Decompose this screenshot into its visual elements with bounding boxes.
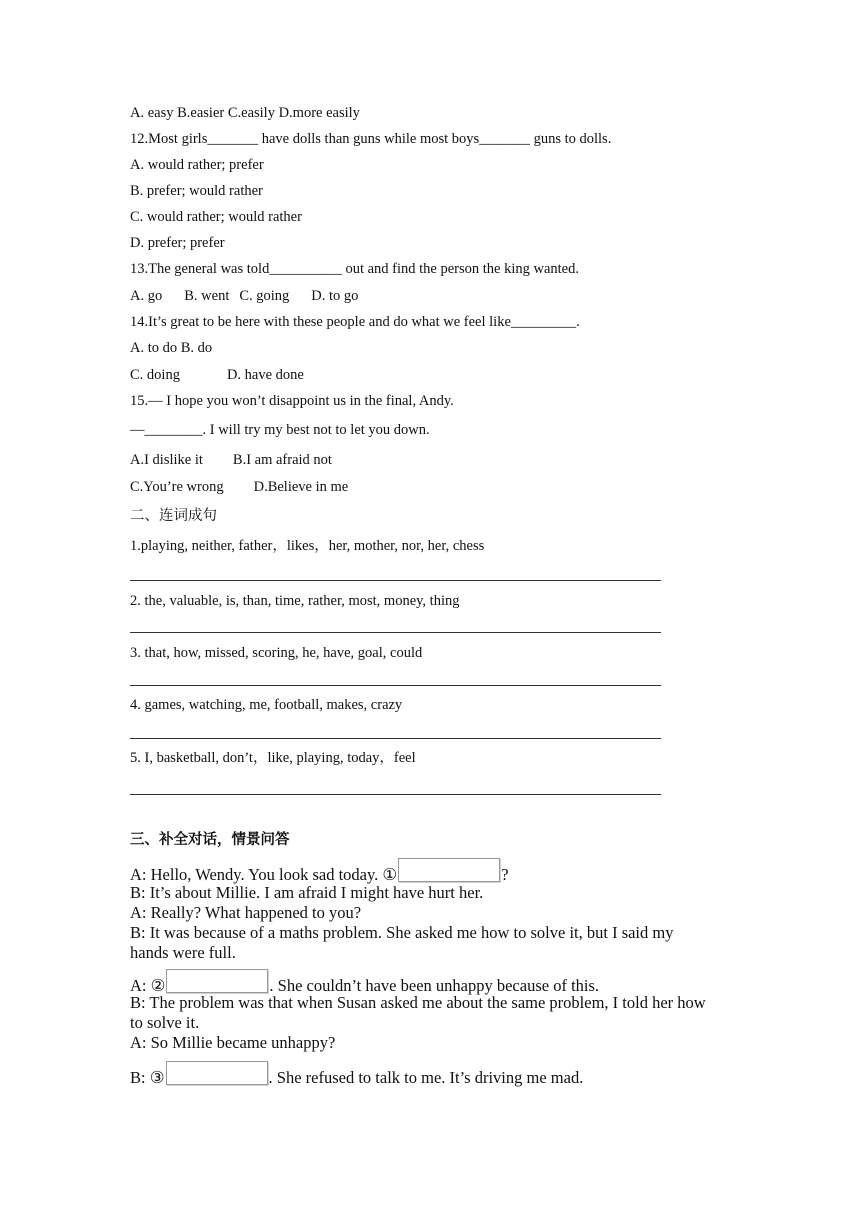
section-2-title: 二、连词成句 xyxy=(130,508,217,524)
q15-reply: —________. I will try my best not to let you down. xyxy=(130,422,430,438)
dialog-line-3: A: Really? What happened to you? xyxy=(130,903,362,922)
q14-options-cd xyxy=(130,366,304,384)
sentence-item-5: 5. I, basketball, don’t，like, playing, today，feel xyxy=(130,750,416,766)
q14-option-d: D. have done xyxy=(226,367,304,383)
q12-option-b: B. prefer; would rather xyxy=(130,183,263,199)
sentence-item-1: 1.playing, neither, father，likes，her, mother, nor, her, chess xyxy=(130,538,485,554)
q12-option-a: A. would rather; prefer xyxy=(130,157,264,173)
q11-options: A. easy B.easier C.easily D.more easily xyxy=(130,105,360,121)
dialog-line-4: B: It was because of a maths problem. She asked me how to solve it, but I said my hands were full. xyxy=(130,923,674,962)
sentence-item-2: 2. the, valuable, is, than, time, rather, most, money, thing xyxy=(130,593,460,609)
section-3-title: 三、补全对话，情景问答 xyxy=(130,832,290,848)
dialog-line-1: A: Hello, Wendy. You look sad today. ① ? xyxy=(130,858,710,885)
dialog-line-6: B: The problem was that when Susan asked me about the same problem, I told her how to solve it. xyxy=(130,993,706,1032)
answer-line-5[interactable] xyxy=(130,794,661,795)
q12-option-d: D. prefer; prefer xyxy=(130,235,225,251)
answer-line-3[interactable] xyxy=(130,685,661,686)
answer-line-2[interactable] xyxy=(130,632,661,633)
q15-option-a: A.I dislike it xyxy=(130,452,203,468)
q15-option-b: B.I am afraid not xyxy=(232,452,332,468)
question-14: 14.It’s great to be here with these people and do what we feel like_________. xyxy=(130,314,580,330)
q15-options-ab xyxy=(130,451,332,469)
answer-line-1[interactable] xyxy=(130,580,661,581)
dialog-line-2: B: It’s about Millie. I am afraid I might have hurt her. xyxy=(130,883,484,902)
answer-line-4[interactable] xyxy=(130,738,661,739)
blank-box-3[interactable] xyxy=(166,1061,268,1085)
q13-option-d: D. to go xyxy=(311,288,359,304)
q14-options-ab: A. to do B. do xyxy=(130,340,213,356)
blank-box-2[interactable] xyxy=(166,969,268,993)
dialog-line-5: A: ② . She couldn’t have been unhappy because of this. xyxy=(130,969,710,996)
q15-options-cd xyxy=(130,478,348,496)
q13-options xyxy=(130,287,358,305)
q13-option-b: B. went xyxy=(184,288,230,304)
blank-box-1[interactable] xyxy=(398,858,500,882)
sentence-item-4: 4. games, watching, me, football, makes, crazy xyxy=(130,697,403,713)
q13-option-c: C. going xyxy=(239,288,290,304)
dialog-line-7: A: So Millie became unhappy? xyxy=(130,1033,336,1052)
dialog-line-8: B: ③ . She refused to talk to me. It’s driving me mad. xyxy=(130,1061,710,1088)
q12-option-c: C. would rather; would rather xyxy=(130,209,302,225)
question-13: 13.The general was told__________ out and find the person the king wanted. xyxy=(130,261,579,277)
q13-option-a: A. go xyxy=(130,288,163,304)
question-12: 12.Most girls_______ have dolls than guns while most boys_______ guns to dolls. xyxy=(130,131,612,147)
question-15: 15.— I hope you won’t disappoint us in the final, Andy. xyxy=(130,393,454,409)
sentence-item-3: 3. that, how, missed, scoring, he, have, goal, could xyxy=(130,645,423,661)
q15-option-d: D.Believe in me xyxy=(253,479,349,495)
q14-option-c: C. doing xyxy=(130,367,180,383)
q15-option-c: C.You’re wrong xyxy=(130,479,224,495)
